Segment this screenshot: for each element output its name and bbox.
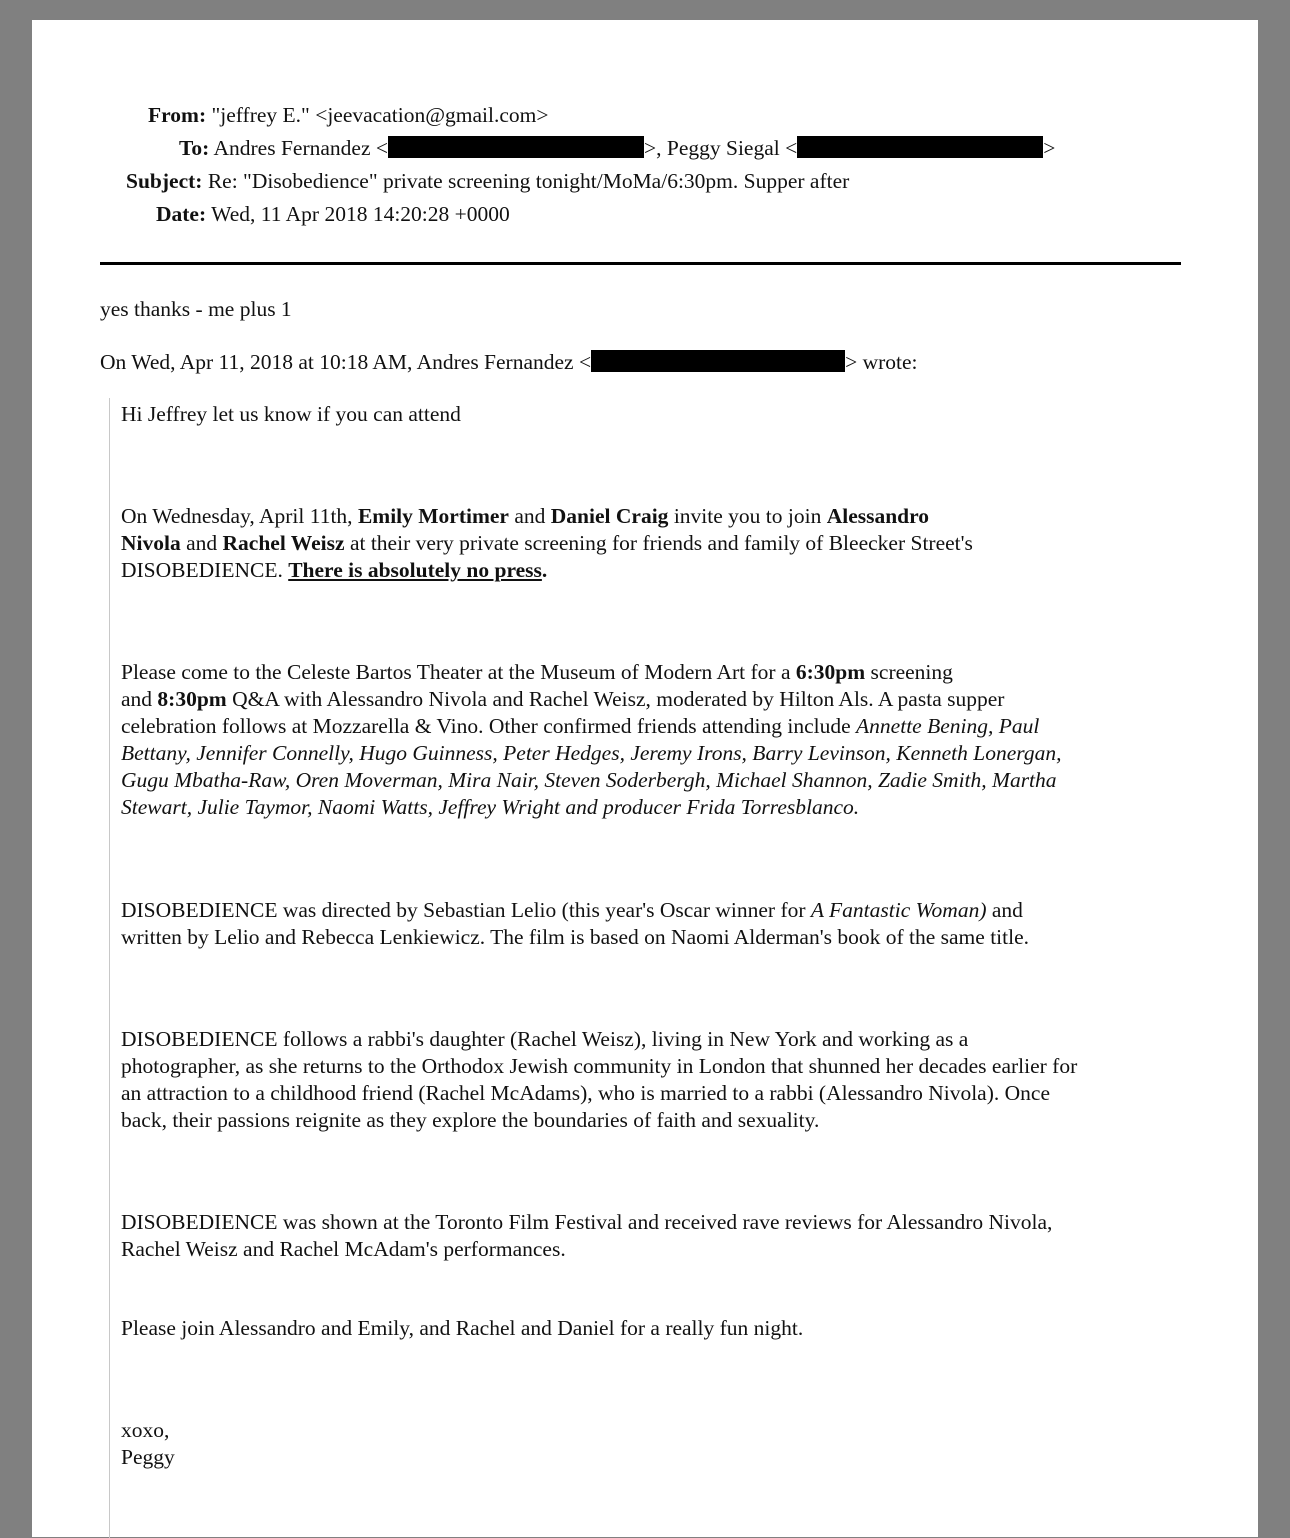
text: and [508, 504, 551, 528]
screening-time: 6:30pm [795, 660, 866, 684]
to-end: > [1043, 136, 1056, 160]
guest-list: Bettany, Jennifer Connelly, Hugo Guinness, Peter Hedges, Jeremy Irons, Barry Levinson, Kenneth Lonergan, [121, 741, 1062, 765]
text: Please come to the Celeste Bartos Theater at the Museum of Modern Art for a [121, 660, 796, 684]
closing-paragraph: Please join Alessandro and Emily, and Rachel and Daniel for a really fun night. [121, 1316, 804, 1340]
synopsis-paragraph [121, 1026, 1211, 1134]
star-name: Rachel Weisz [222, 531, 345, 555]
from-value: "jeffrey E." <jeevacation@gmail.com> [211, 103, 549, 127]
host-name: Daniel Craig [550, 504, 669, 528]
text-line: Rachel Weisz and Rachel McAdam's performances. [121, 1237, 566, 1261]
host-name: Emily Mortimer [357, 504, 509, 528]
text-line: photographer, as she returns to the Orthodox Jewish community in London that shunned her decades earlier for [121, 1054, 1078, 1078]
text: at their very private screening for friends and family of Bleecker Street's [344, 531, 973, 555]
no-press-notice: There is absolutely no press [288, 558, 542, 582]
star-name: Alessandro [826, 504, 930, 528]
text: and [121, 687, 158, 711]
star-name: Nivola [121, 531, 181, 555]
reply-text: yes thanks - me plus 1 [100, 297, 292, 321]
to-row [179, 135, 1055, 161]
text: DISOBEDIENCE was directed by Sebastian Lelio (this year's Oscar winner for [121, 898, 811, 922]
invite-paragraph [121, 503, 1211, 584]
from-row [148, 102, 548, 128]
subject-value: Re: "Disobedience" private screening tonight/MoMa/6:30pm. Supper after [207, 169, 850, 193]
details-paragraph [121, 659, 1211, 821]
festival-paragraph [121, 1209, 1211, 1263]
guest-list: Stewart, Julie Taymor, Naomi Watts, Jeffrey Wright and producer Frida Torresblanco. [121, 795, 860, 819]
text: celebration follows at Mozzarella & Vino. Other confirmed friends attending include [121, 714, 857, 738]
signoff: xoxo, [121, 1418, 170, 1442]
email-page [32, 20, 1258, 1537]
redacted-email-1 [388, 136, 644, 158]
text: written by Lelio and Rebecca Lenkiewicz. The film is based on Naomi Alderman's book of the same title. [121, 925, 1030, 949]
text: DISOBEDIENCE. [121, 558, 289, 582]
quote-intro-end: > wrote: [845, 350, 918, 374]
text: invite you to join [668, 504, 827, 528]
film-title: A Fantastic Woman) [810, 898, 987, 922]
redacted-email-3 [591, 350, 845, 372]
qa-time: 8:30pm [157, 687, 227, 711]
to-label: To: [179, 136, 210, 160]
text: and [986, 898, 1023, 922]
date-label: Date: [156, 202, 207, 226]
signature: Peggy [121, 1445, 175, 1469]
director-paragraph [121, 897, 1211, 951]
quote-border [109, 398, 110, 1538]
subject-label: Subject: [126, 169, 203, 193]
text: screening [865, 660, 953, 684]
text-line: an attraction to a childhood friend (Rachel McAdams), who is married to a rabbi (Alessandro Nivola). Once [121, 1081, 1050, 1105]
to-name-1: Andres Fernandez < [213, 136, 388, 160]
text-line: back, their passions reignite as they explore the boundaries of faith and sexuality. [121, 1108, 820, 1132]
text: Q&A with Alessandro Nivola and Rachel Weisz, moderated by Hilton Als. A pasta supper [226, 687, 1005, 711]
quoted-greeting: Hi Jeffrey let us know if you can attend [121, 402, 461, 426]
text: and [180, 531, 223, 555]
text: . [541, 558, 548, 582]
guest-list: Annette Bening, Paul [856, 714, 1040, 738]
date-value: Wed, 11 Apr 2018 14:20:28 +0000 [211, 202, 510, 226]
from-label: From: [148, 103, 207, 127]
text: On Wednesday, April 11th, [121, 504, 358, 528]
text-line: DISOBEDIENCE follows a rabbi's daughter (Rachel Weisz), living in New York and working as a [121, 1027, 969, 1051]
header-divider [100, 262, 1181, 265]
date-row [156, 201, 510, 227]
guest-list: Gugu Mbatha-Raw, Oren Moverman, Mira Nair, Steven Soderbergh, Michael Shannon, Zadie Smith, Martha [121, 768, 1057, 792]
redacted-email-2 [797, 136, 1043, 158]
quote-intro [100, 349, 918, 376]
to-separator: >, Peggy Siegal < [644, 136, 798, 160]
subject-row [126, 168, 849, 194]
text-line: DISOBEDIENCE was shown at the Toronto Film Festival and received rave reviews for Alessandro Nivola, [121, 1210, 1053, 1234]
quote-intro-start: On Wed, Apr 11, 2018 at 10:18 AM, Andres Fernandez < [100, 350, 592, 374]
